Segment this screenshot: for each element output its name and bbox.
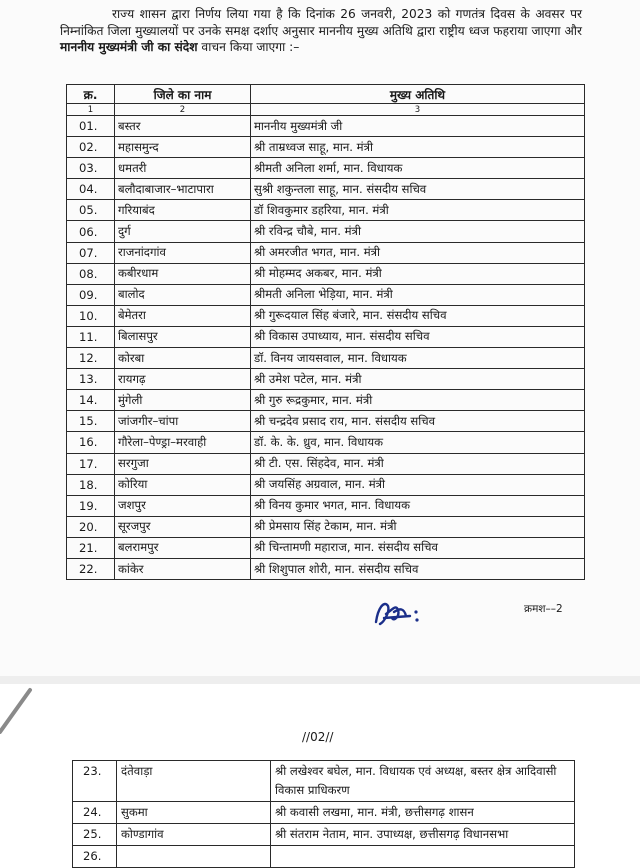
- serial-cell: 19.: [67, 495, 115, 516]
- column-number-row: [67, 104, 585, 116]
- serial-cell: 17.: [67, 453, 115, 474]
- district-cell: बेमेतरा: [115, 305, 251, 326]
- chief-guest-cell: श्री ताम्रध्वज साहू, मान. मंत्री: [251, 137, 585, 158]
- document-page-2: [0, 684, 640, 863]
- district-cell: जशपुर: [115, 495, 251, 516]
- district-cell: [117, 846, 271, 868]
- table-row: [67, 158, 585, 179]
- chief-guest-cell: डॉ. विनय जायसवाल, मान. विधायक: [251, 348, 585, 369]
- district-cell: सुकमा: [117, 802, 271, 824]
- header-district: जिले का नाम: [115, 85, 251, 104]
- district-cell: बालोद: [115, 284, 251, 305]
- district-cell: कबीरधाम: [115, 263, 251, 284]
- serial-cell: 14.: [67, 390, 115, 411]
- chief-guest-cell: श्री प्रेमसाय सिंह टेकाम, मान. मंत्री: [251, 516, 585, 537]
- header-serial: क्र.: [67, 85, 115, 104]
- table-row: [67, 137, 585, 158]
- table-row: [73, 846, 575, 868]
- col-number: 1: [67, 104, 115, 116]
- table-row: [67, 390, 585, 411]
- signature-mark: [370, 596, 430, 630]
- table-header-row: [67, 85, 585, 104]
- chief-guest-cell: श्री लखेश्वर बघेल, मान. विधायक एवं अध्यक्ष, बस्तर क्षेत्र आदिवासी विकास प्राधिकरण: [271, 761, 575, 802]
- serial-cell: 18.: [67, 474, 115, 495]
- serial-cell: 16.: [67, 432, 115, 453]
- table-row: [67, 305, 585, 326]
- serial-cell: 21.: [67, 537, 115, 558]
- district-cell: दंतेवाड़ा: [117, 761, 271, 802]
- chief-guest-cell: श्री उमेश पटेल, मान. मंत्री: [251, 369, 585, 390]
- serial-cell: 07.: [67, 242, 115, 263]
- chief-guest-cell: [271, 846, 575, 868]
- table-row: [67, 242, 585, 263]
- table-row: [67, 326, 585, 347]
- district-cell: बस्तर: [115, 116, 251, 137]
- district-cell: कोण्डागांव: [117, 824, 271, 846]
- district-cell: राजनांदगांव: [115, 242, 251, 263]
- chief-guest-cell: श्री गुरु रूद्रकुमार, मान. मंत्री: [251, 390, 585, 411]
- serial-cell: 02.: [67, 137, 115, 158]
- district-cell: महासमुन्द: [115, 137, 251, 158]
- table-row: [67, 179, 585, 200]
- district-cell: बलौदाबाजार–भाटापारा: [115, 179, 251, 200]
- chief-guest-cell: श्री विनय कुमार भगत, मान. विधायक: [251, 495, 585, 516]
- chief-guest-cell: श्री अमरजीत भगत, मान. मंत्री: [251, 242, 585, 263]
- district-cell: कांकेर: [115, 558, 251, 579]
- chief-guest-cell: डॉ. के. के. ध्रुव, मान. विधायक: [251, 432, 585, 453]
- table-row: [67, 453, 585, 474]
- table-row: [67, 284, 585, 305]
- chief-guest-cell: श्री चिन्तामणी महाराज, मान. संसदीय सचिव: [251, 537, 585, 558]
- intro-text-2: वाचन किया जाएगा :–: [197, 40, 300, 54]
- serial-cell: 01.: [67, 116, 115, 137]
- chief-guest-cell: श्री चन्द्रदेव प्रसाद राय, मान. संसदीय सचिव: [251, 411, 585, 432]
- chief-guest-cell: श्री रविन्द्र चौबे, मान. मंत्री: [251, 221, 585, 242]
- intro-bold-text: माननीय मुख्यमंत्री जी का संदेश: [60, 40, 198, 54]
- district-cell: रायगढ़: [115, 369, 251, 390]
- serial-cell: 05.: [67, 200, 115, 221]
- table-row: [67, 221, 585, 242]
- table-row: [73, 761, 575, 802]
- chief-guest-cell: श्री मोहम्मद अकबर, मान. मंत्री: [251, 263, 585, 284]
- serial-cell: 25.: [73, 824, 117, 846]
- chief-guest-cell: श्री जयसिंह अग्रवाल, मान. मंत्री: [251, 474, 585, 495]
- intro-paragraph: [60, 6, 582, 56]
- serial-cell: 08.: [67, 263, 115, 284]
- table-row: [73, 824, 575, 846]
- table-row: [67, 516, 585, 537]
- chief-guest-cell: श्री टी. एस. सिंहदेव, मान. मंत्री: [251, 453, 585, 474]
- chief-guest-cell: सुश्री शकुन्तला साहू, मान. संसदीय सचिव: [251, 179, 585, 200]
- page-gap: [0, 676, 640, 684]
- serial-cell: 09.: [67, 284, 115, 305]
- district-cell: मुंगेली: [115, 390, 251, 411]
- serial-cell: 13.: [67, 369, 115, 390]
- col-number: 2: [115, 104, 251, 116]
- district-cell: गरियाबंद: [115, 200, 251, 221]
- chief-guest-cell: श्री संतराम नेताम, मान. उपाध्यक्ष, छत्तीसगढ़ विधानसभा: [271, 824, 575, 846]
- district-cell: सूरजपुर: [115, 516, 251, 537]
- table-row: [67, 432, 585, 453]
- district-cell: जांजगीर–चांपा: [115, 411, 251, 432]
- serial-cell: 11.: [67, 326, 115, 347]
- serial-cell: 10.: [67, 305, 115, 326]
- table-row: [67, 263, 585, 284]
- chief-guest-cell: श्री गुरूदयाल सिंह बंजारे, मान. संसदीय सचिव: [251, 305, 585, 326]
- chief-guest-cell: माननीय मुख्यमंत्री जी: [251, 116, 585, 137]
- serial-cell: 15.: [67, 411, 115, 432]
- district-cell: दुर्ग: [115, 221, 251, 242]
- table-row: [67, 200, 585, 221]
- chief-guest-cell: डॉ शिवकुमार डहरिया, मान. मंत्री: [251, 200, 585, 221]
- serial-cell: 06.: [67, 221, 115, 242]
- chief-guest-cell: श्री विकास उपाध्याय, मान. संसदीय सचिव: [251, 326, 585, 347]
- serial-cell: 26.: [73, 846, 117, 868]
- table-row: [73, 802, 575, 824]
- table-row: [67, 411, 585, 432]
- page-number: //02//: [302, 730, 334, 744]
- district-cell: कोरिया: [115, 474, 251, 495]
- serial-cell: 22.: [67, 558, 115, 579]
- chief-guest-cell: श्रीमती अनिला भेड़िया, मान. मंत्री: [251, 284, 585, 305]
- table-row: [67, 537, 585, 558]
- district-cell: बिलासपुर: [115, 326, 251, 347]
- table-row: [67, 474, 585, 495]
- chief-guest-table: [66, 84, 585, 580]
- chief-guest-cell: श्री शिशुपाल शोरी, मान. संसदीय सचिव: [251, 558, 585, 579]
- intro-text-1: राज्य शासन द्वारा निर्णय लिया गया है कि दिनांक 26 जनवरी, 2023 को गणतंत्र दिवस के अवसर पर निम्नांकित जिला मुख्यालयों पर उनके समक्ष दर्शाए अनुसार माननीय मुख्य अतिथि द्वारा राष्ट्रीय ध्वज फहराया जाएगा और: [60, 7, 582, 38]
- chief-guest-cell: श्री कवासी लखमा, मान. मंत्री, छत्तीसगढ़ शासन: [271, 802, 575, 824]
- serial-cell: 12.: [67, 348, 115, 369]
- table-row: [67, 495, 585, 516]
- district-cell: बलरामपुर: [115, 537, 251, 558]
- serial-cell: 24.: [73, 802, 117, 824]
- table-row: [67, 116, 585, 137]
- district-cell: गौरेला–पेण्ड्रा–मरवाही: [115, 432, 251, 453]
- serial-cell: 04.: [67, 179, 115, 200]
- serial-cell: 03.: [67, 158, 115, 179]
- district-cell: धमतरी: [115, 158, 251, 179]
- district-cell: कोरबा: [115, 348, 251, 369]
- col-number: 3: [251, 104, 585, 116]
- header-chief-guest: मुख्य अतिथि: [251, 85, 585, 104]
- fold-shadow-mark: [0, 684, 40, 734]
- table-row: [67, 369, 585, 390]
- table-row: [67, 558, 585, 579]
- district-cell: सरगुजा: [115, 453, 251, 474]
- chief-guest-table-continued: [72, 760, 575, 868]
- chief-guest-cell: श्रीमती अनिला शर्मा, मान. विधायक: [251, 158, 585, 179]
- table-row: [67, 348, 585, 369]
- continued-note: क्रमश––2: [524, 603, 563, 615]
- serial-cell: 23.: [73, 761, 117, 802]
- serial-cell: 20.: [67, 516, 115, 537]
